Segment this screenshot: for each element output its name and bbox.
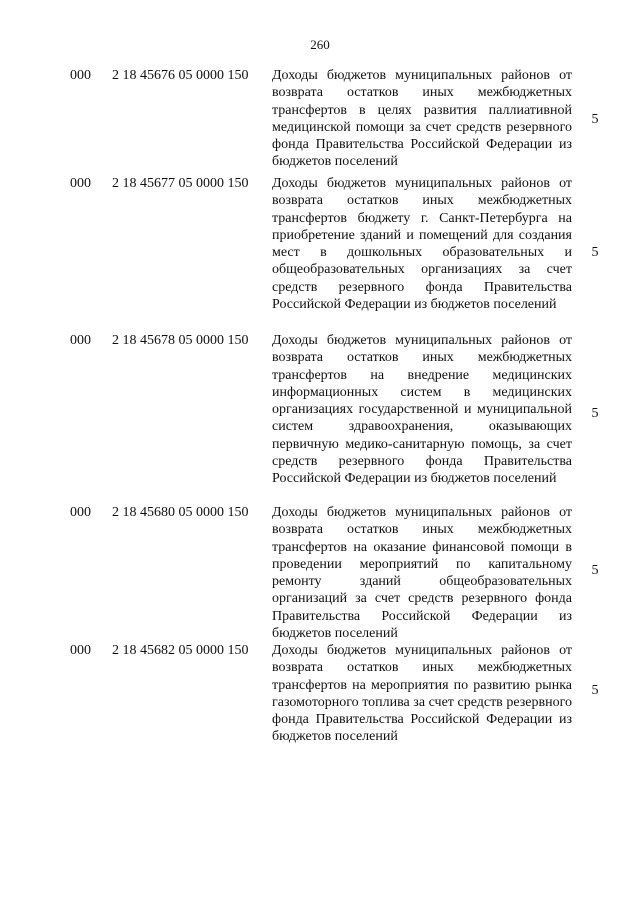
- table-row: [0, 175, 640, 333]
- normative-percent: 5: [591, 406, 599, 421]
- admin-code: 000: [70, 68, 91, 83]
- budget-classification-code: 2 18 45680 05 0000 150: [112, 505, 249, 520]
- normative-percent: 5: [591, 245, 599, 260]
- budget-classification-code: 2 18 45677 05 0000 150: [112, 176, 249, 191]
- table-row: [0, 67, 640, 172]
- normative-percent: 5: [591, 112, 599, 127]
- admin-code: 000: [70, 176, 91, 191]
- admin-code: 000: [70, 643, 91, 658]
- table-row: [0, 504, 640, 644]
- normative-percent: 5: [591, 683, 599, 698]
- income-description: Доходы бюджетов муниципальных районов от возврата остатков иных межбюджетных трансфертов на мероприятия по развитию рынка газомоторного топлива за счет средств резервного фонда Правительства Российской Федерации из бюджетов поселений: [272, 643, 572, 745]
- budget-classification-code: 2 18 45682 05 0000 150: [112, 643, 249, 658]
- admin-code: 000: [70, 505, 91, 520]
- income-description: Доходы бюджетов муниципальных районов от возврата остатков иных межбюджетных трансфертов бюджету г. Санкт-Петербурга на приобретение зданий и помещений для создания мест в дошкольных образовательных и общеобразовательных организациях за счет средств резервного фонда Правительства Российской Федерации из бюджетов поселений: [272, 176, 572, 313]
- income-description: Доходы бюджетов муниципальных районов от возврата остатков иных межбюджетных трансфертов на оказание финансовой помощи в проведении мероприятий по капитальному ремонту зданий общеобразовательных организаций за счет средств резервного фонда Правительства Российской Федерации из бюджетов поселений: [272, 505, 572, 642]
- admin-code: 000: [70, 333, 91, 348]
- budget-classification-code: 2 18 45678 05 0000 150: [112, 333, 249, 348]
- income-description: Доходы бюджетов муниципальных районов от возврата остатков иных межбюджетных трансфертов на внедрение медицинских информационных систем в медицинских организациях государственной и муниципальной систем здравоохранения, оказывающих первичную медико-санитарную помощь, за счет средств резервного фонда Правительства Российской Федерации из бюджетов поселений: [272, 333, 572, 487]
- budget-classification-code: 2 18 45676 05 0000 150: [112, 68, 249, 83]
- income-description: Доходы бюджетов муниципальных районов от возврата остатков иных межбюджетных трансфертов в целях развития паллиативной медицинской помощи за счет средств резервного фонда Правительства Российской Федерации из бюджетов поселений: [272, 68, 572, 170]
- table-row: [0, 332, 640, 507]
- page-number: 260: [310, 37, 330, 52]
- table-row: [0, 642, 640, 747]
- normative-percent: 5: [591, 563, 599, 578]
